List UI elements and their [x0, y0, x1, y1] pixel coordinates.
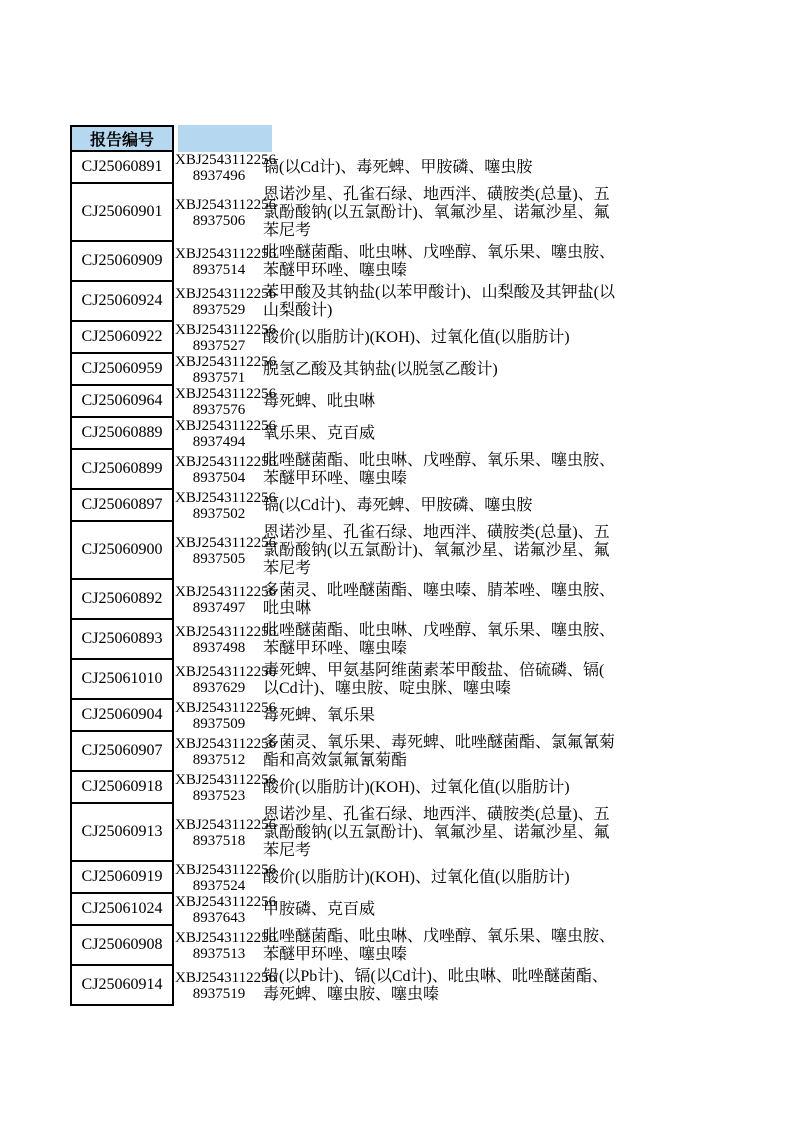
sample-no-line1: XBJ2543112256 [175, 736, 277, 752]
sample-no-line1: XBJ2543112256 [175, 817, 277, 833]
report-no-cell[interactable]: CJ25060908 [70, 924, 174, 966]
table-row [70, 580, 626, 620]
sample-no-cell[interactable] [174, 894, 277, 926]
sample-no-cell[interactable] [174, 418, 277, 450]
table-row [70, 152, 626, 184]
test-items-text: 酸价(以脂肪计)(KOH)、过氧化值(以脂肪计) [263, 329, 570, 346]
report-no-cell[interactable]: CJ25060897 [70, 488, 174, 522]
sample-no-line1: XBJ2543112256 [175, 772, 277, 788]
table-row [70, 772, 626, 804]
sample-no-line2: 8937494 [192, 434, 246, 450]
report-no-cell[interactable]: CJ25060900 [70, 520, 174, 580]
test-items-text: 酸价(以脂肪计)(KOH)、过氧化值(以脂肪计) [263, 869, 570, 886]
table-row [70, 184, 626, 242]
test-items-cell[interactable] [263, 522, 617, 580]
header-cell-report-no[interactable]: 报告编号 [70, 125, 174, 152]
sample-no-line1: XBJ2543112256 [175, 584, 277, 600]
test-items-cell[interactable] [263, 282, 617, 322]
sample-no-line2: 8937514 [192, 262, 246, 278]
report-no-cell[interactable]: CJ25060913 [70, 802, 174, 862]
test-items-text: 毒死蜱、甲氨基阿维菌素苯甲酸盐、倍硫磷、镉(以Cd计)、噻虫胺、啶虫脒、噻虫嗪 [263, 662, 605, 697]
sample-no-line1: XBJ2543112256 [175, 862, 277, 878]
test-items-text: 甲胺磷、克百威 [263, 901, 376, 918]
sample-no-line2: 8937505 [192, 551, 246, 567]
sample-no-cell[interactable] [174, 490, 277, 522]
table-row [70, 418, 626, 450]
test-items-cell[interactable] [263, 700, 617, 732]
test-items-cell[interactable] [263, 418, 617, 450]
table-row [70, 862, 626, 894]
sample-no-cell[interactable] [174, 660, 277, 700]
test-items-text: 苯甲酸及其钠盐(以苯甲酸计)、山梨酸及其钾盐(以山梨酸计) [263, 284, 615, 319]
test-items-cell[interactable] [263, 894, 617, 926]
sample-no-cell[interactable] [174, 580, 277, 620]
sample-no-cell[interactable] [174, 354, 277, 386]
report-no-cell[interactable]: CJ25060918 [70, 770, 174, 804]
report-no-cell[interactable]: CJ25060901 [70, 182, 174, 242]
test-items-cell[interactable] [263, 580, 617, 620]
report-no-cell[interactable]: CJ25060889 [70, 416, 174, 450]
test-items-cell[interactable] [263, 732, 617, 772]
test-items-text: 吡唑醚菌酯、吡虫啉、戊唑醇、氧乐果、噻虫胺、苯醚甲环唑、噻虫嗪 [263, 622, 616, 657]
test-items-cell[interactable] [263, 926, 617, 966]
report-no-cell[interactable]: CJ25060891 [70, 150, 174, 184]
report-no-cell[interactable]: CJ25060907 [70, 730, 174, 772]
sample-no-line1: XBJ2543112256 [175, 930, 277, 946]
test-items-cell[interactable] [263, 862, 617, 894]
sample-no-cell[interactable] [174, 862, 277, 894]
report-no-cell[interactable]: CJ25060904 [70, 698, 174, 732]
sample-no-line1: XBJ2543112256 [175, 386, 277, 402]
sample-no-cell[interactable] [174, 386, 277, 418]
table-row [70, 282, 626, 322]
sample-no-cell[interactable] [174, 966, 277, 1006]
table-row [70, 386, 626, 418]
report-no-cell[interactable]: CJ25060892 [70, 578, 174, 620]
report-no-cell[interactable]: CJ25060919 [70, 860, 174, 894]
sample-no-line1: XBJ2543112256 [175, 322, 277, 338]
sample-no-line1: XBJ2543112256 [175, 246, 277, 262]
table-row [70, 620, 626, 660]
sample-no-cell[interactable] [174, 926, 277, 966]
table-row [70, 490, 626, 522]
table-row [70, 242, 626, 282]
sample-no-cell[interactable] [174, 242, 277, 282]
sample-no-line1: XBJ2543112256 [175, 490, 277, 506]
test-items-cell[interactable] [263, 184, 617, 242]
test-items-cell[interactable] [263, 620, 617, 660]
sample-no-line2: 8937512 [192, 752, 246, 768]
test-items-cell[interactable] [263, 450, 617, 490]
sample-no-line2: 8937496 [192, 168, 246, 184]
table-row [70, 700, 626, 732]
sample-no-line1: XBJ2543112256 [175, 454, 277, 470]
report-no-cell[interactable]: CJ25061010 [70, 658, 174, 700]
test-items-text: 镉(以Cd计)、毒死蜱、甲胺磷、噻虫胺 [263, 159, 533, 176]
sample-no-line2: 8937524 [192, 878, 246, 894]
sample-no-line1: XBJ2543112256 [175, 197, 277, 213]
test-items-cell[interactable] [263, 772, 617, 804]
sample-no-line2: 8937629 [192, 680, 246, 696]
sample-no-cell[interactable] [174, 450, 277, 490]
report-no-cell[interactable]: CJ25060914 [70, 964, 174, 1006]
report-no-cell[interactable]: CJ25060893 [70, 618, 174, 660]
table-row [70, 522, 626, 580]
sample-no-line2: 8937518 [192, 833, 246, 849]
report-no-cell[interactable]: CJ25060964 [70, 384, 174, 418]
report-no-cell[interactable]: CJ25060909 [70, 240, 174, 282]
test-items-text: 脱氢乙酸及其钠盐(以脱氢乙酸计) [263, 361, 498, 378]
sample-no-line1: XBJ2543112256 [175, 664, 277, 680]
report-no-cell[interactable]: CJ25060899 [70, 448, 174, 490]
report-no-cell[interactable]: CJ25060922 [70, 320, 174, 354]
sample-no-line1: XBJ2543112256 [175, 970, 277, 986]
sample-no-cell[interactable] [174, 322, 277, 354]
test-items-text: 吡唑醚菌酯、吡虫啉、戊唑醇、氧乐果、噻虫胺、苯醚甲环唑、噻虫嗪 [263, 452, 616, 487]
sample-no-line2: 8937502 [192, 506, 246, 522]
report-no-cell[interactable]: CJ25061024 [70, 892, 174, 926]
test-items-cell[interactable] [263, 966, 617, 1006]
sample-no-line1: XBJ2543112256 [175, 894, 277, 910]
test-items-text: 镉(以Cd计)、毒死蜱、甲胺磷、噻虫胺 [263, 497, 533, 514]
sample-no-line2: 8937571 [192, 370, 246, 386]
test-items-text: 多菌灵、氧乐果、毒死蜱、吡唑醚菌酯、氯氟氰菊酯和高效氯氟氰菊酯 [263, 734, 616, 769]
sample-no-line1: XBJ2543112256 [175, 700, 277, 716]
test-items-cell[interactable] [263, 804, 617, 862]
test-items-text: 酸价(以脂肪计)(KOH)、过氧化值(以脂肪计) [263, 779, 570, 796]
sample-no-line1: XBJ2543112256 [175, 624, 277, 640]
sample-no-line2: 8937513 [192, 946, 246, 962]
test-items-text: 吡唑醚菌酯、吡虫啉、戊唑醇、氧乐果、噻虫胺、苯醚甲环唑、噻虫嗪 [263, 244, 616, 279]
test-items-cell[interactable] [263, 354, 617, 386]
report-no-cell[interactable]: CJ25060924 [70, 280, 174, 322]
test-items-cell[interactable] [263, 660, 617, 700]
test-items-cell[interactable] [263, 152, 617, 184]
sample-no-cell[interactable] [174, 620, 277, 660]
table-row [70, 926, 626, 966]
sample-no-cell[interactable] [174, 772, 277, 804]
test-items-text: 恩诺沙星、孔雀石绿、地西泮、磺胺类(总量)、五氯酚酸钠(以五氯酚计)、氧氟沙星、诺氟沙星、氟苯尼考 [263, 524, 610, 577]
sample-no-line1: XBJ2543112256 [175, 535, 277, 551]
sample-no-line2: 8937504 [192, 470, 246, 486]
table-row [70, 732, 626, 772]
test-items-cell[interactable] [263, 490, 617, 522]
sample-no-line2: 8937523 [192, 788, 246, 804]
test-items-cell[interactable] [263, 242, 617, 282]
table-header-row [70, 125, 626, 152]
sample-no-line1: XBJ2543112256 [175, 418, 277, 434]
sample-no-cell[interactable] [174, 732, 277, 772]
sample-no-line1: XBJ2543112256 [175, 286, 277, 302]
test-items-text: 铅(以Pb计)、镉(以Cd计)、吡虫啉、吡唑醚菌酯、毒死蜱、噻虫胺、噻虫嗪 [263, 968, 608, 1003]
header-cell-items-blank [272, 125, 626, 152]
sample-no-line2: 8937509 [192, 716, 246, 732]
table-row [70, 894, 626, 926]
sample-no-cell[interactable] [174, 522, 277, 580]
report-table [70, 125, 626, 1006]
test-items-text: 氧乐果、克百威 [263, 425, 376, 442]
table-row [70, 354, 626, 386]
test-items-cell[interactable] [263, 322, 617, 354]
sample-no-line2: 8937506 [192, 213, 246, 229]
sample-no-cell[interactable] [174, 700, 277, 732]
sample-no-line2: 8937529 [192, 302, 246, 318]
table-row [70, 660, 626, 700]
test-items-text: 吡唑醚菌酯、吡虫啉、戊唑醇、氧乐果、噻虫胺、苯醚甲环唑、噻虫嗪 [263, 928, 616, 963]
sample-no-line2: 8937643 [192, 910, 246, 926]
sample-no-line2: 8937498 [192, 640, 246, 656]
test-items-text: 恩诺沙星、孔雀石绿、地西泮、磺胺类(总量)、五氯酚酸钠(以五氯酚计)、氧氟沙星、诺氟沙星、氟苯尼考 [263, 186, 610, 239]
sample-no-line1: XBJ2543112256 [175, 152, 277, 168]
sample-no-line2: 8937527 [192, 338, 246, 354]
report-no-cell[interactable]: CJ25060959 [70, 352, 174, 386]
table-body [70, 152, 626, 1006]
table-row [70, 450, 626, 490]
table-row [70, 966, 626, 1006]
test-items-text: 多菌灵、吡唑醚菌酯、噻虫嗪、腈苯唑、噻虫胺、吡虫啉 [263, 582, 616, 617]
sample-no-cell[interactable] [174, 152, 277, 184]
sample-no-line2: 8937519 [192, 986, 246, 1002]
sample-no-line1: XBJ2543112256 [175, 354, 277, 370]
test-items-text: 毒死蜱、吡虫啉 [263, 393, 376, 410]
test-items-cell[interactable] [263, 386, 617, 418]
test-items-text: 毒死蜱、氧乐果 [263, 707, 376, 724]
sample-no-line2: 8937497 [192, 600, 246, 616]
sample-no-cell[interactable] [174, 184, 277, 242]
table-row [70, 804, 626, 862]
sample-no-cell[interactable] [174, 804, 277, 862]
test-items-text: 恩诺沙星、孔雀石绿、地西泮、磺胺类(总量)、五氯酚酸钠(以五氯酚计)、氧氟沙星、诺氟沙星、氟苯尼考 [263, 806, 610, 859]
sample-no-cell[interactable] [174, 282, 277, 322]
table-row [70, 322, 626, 354]
header-cell-sample-no-highlight[interactable] [178, 125, 272, 152]
sample-no-line2: 8937576 [192, 402, 246, 418]
